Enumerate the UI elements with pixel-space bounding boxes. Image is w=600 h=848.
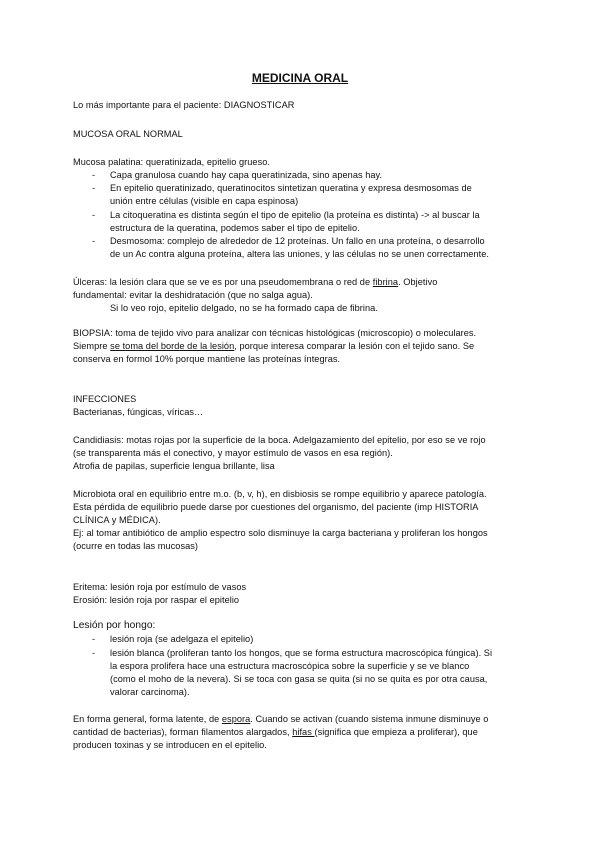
bullet-dash: - xyxy=(92,183,96,193)
mucosa-bullet-3: La citoqueratina es distinta según el tipo de epitelio (la proteína es distinta) -> al buscar la xyxy=(110,210,480,220)
biopsia-line-2: Siempre se toma del borde de la lesión, porque interesa comparar la lesión con el tejido sano. Se xyxy=(73,341,475,351)
mucosa-bullet-4: Desmosoma: complejo de alrededor de 12 proteínas. Un fallo en una proteína, o desarrollo xyxy=(110,236,485,246)
eritema-line: Eritema: lesión roja por estímulo de vasos xyxy=(73,582,247,592)
candidiasis-line-2: (se transparenta más el conectivo, y mayor estímulo de vasos en esa región). xyxy=(73,448,393,458)
biopsia-line-1: BIOPSIA: toma de tejido vivo para analizar con técnicas histológicas (microscopio) o moleculares. xyxy=(73,328,477,338)
microbiota-line-2: Esta pérdida de equilibrio puede darse por cuestiones del organismo, del paciente (imp HISTORIA xyxy=(73,502,479,512)
biopsia-line-3: conserva en formol 10% porque mantiene las proteínas íntegras. xyxy=(73,354,341,364)
latente-line-1: En forma general, forma latente, de espora. Cuando se activan (cuando sistema inmune disminuye o xyxy=(73,714,489,724)
mucosa-lead: Mucosa palatina: queratinizada, epitelio grueso. xyxy=(73,157,270,167)
bullet-dash: - xyxy=(92,648,96,658)
microbiota-line-3: CLÍNICA y MÉDICA). xyxy=(73,515,161,525)
mucosa-bullet-3-cont: estructura de la queratina, podemos saber el tipo de epitelio. xyxy=(110,223,360,233)
microbiota-line-4: Ej: al tomar antibiótico de amplio espectro solo disminuye la carga bacteriana y proliferan los hongos xyxy=(73,528,488,538)
latente-line-3: producen toxinas y se introducen en el epitelio. xyxy=(73,740,267,750)
section-heading-hongo: Lesión por hongo: xyxy=(73,620,156,631)
ulceras-line-1: Úlceras: la lesión clara que se ve es por una pseudomembrana o red de fibrina. Objetivo xyxy=(73,277,438,287)
bullet-dash: - xyxy=(92,210,96,220)
latente-line-2: cantidad de bacterias), forman filamentos alargados, hifas (significa que empieza a proliferar), que xyxy=(73,727,478,737)
page-title: MEDICINA ORAL xyxy=(251,71,349,85)
intro-line: Lo más importante para el paciente: DIAGNOSTICAR xyxy=(73,100,295,110)
infecciones-sub: Bacterianas, fúngicas, víricas… xyxy=(73,407,204,417)
mucosa-bullet-1: Capa granulosa cuando hay capa queratinizada, sino apenas hay. xyxy=(110,170,383,180)
bullet-dash: - xyxy=(92,170,96,180)
mucosa-bullet-4-cont: de un Ac contra alguna proteína, altera las uniones, y las células no se unen correctamente. xyxy=(110,249,489,259)
hongo-bullet-2-cont-2: (como el moho de la nevera). Si se toca con gasa se quita (si no se quita es por otra causa, xyxy=(110,674,488,684)
hongo-bullet-2-cont-1: la espora prolifera hace una estructura macroscópica sobre la superficie y se ve blanco xyxy=(110,661,470,671)
candidiasis-line-3: Atrofia de papilas, superficie lengua brillante, lisa xyxy=(73,461,275,471)
microbiota-line-1: Microbiota oral en equilibrio entre m.o. (b, v, h), en disbiosis se rompe equilibrio y aparece patología. xyxy=(73,489,487,499)
microbiota-line-5: (ocurre en todas las mucosas) xyxy=(73,541,199,551)
bullet-dash: - xyxy=(92,634,96,644)
espora-underline: espora xyxy=(221,714,251,724)
bullet-dash: - xyxy=(92,236,96,246)
hifas-underline: hifas xyxy=(292,727,315,737)
mucosa-bullet-2-cont: unión entre células (visible en capa espinosa) xyxy=(110,196,299,206)
borde-lesion-underline: se toma del borde de la lesión xyxy=(110,341,235,351)
erosion-line: Erosión: lesión roja por raspar el epitelio xyxy=(73,595,240,605)
ulceras-line-2: fundamental: evitar la deshidratación (que no salga agua). xyxy=(73,290,313,300)
mucosa-bullet-2: En epitelio queratinizado, queratinocitos sintetizan queratina y expresa desmosomas de xyxy=(110,183,472,193)
hongo-bullet-1: lesión roja (se adelgaza el epitelio) xyxy=(110,634,254,644)
hongo-bullet-2-cont-3: valorar carcinoma). xyxy=(110,687,190,697)
candidiasis-line-1: Candidiasis: motas rojas por la superficie de la boca. Adelgazamiento del epitelio, por eso se ve rojo xyxy=(73,435,486,445)
section-heading-infecciones: INFECCIONES xyxy=(73,394,137,404)
hongo-bullet-2: lesión blanca (proliferan tanto los hongos, que se forma estructura macroscópica fúngica). Si xyxy=(110,648,493,658)
fibrina-link: fibrina xyxy=(372,277,399,287)
ulceras-line-3: Si lo veo rojo, epitelio delgado, no se ha formado capa de fibrina. xyxy=(110,303,378,313)
section-heading-mucosa: MUCOSA ORAL NORMAL xyxy=(73,129,183,139)
